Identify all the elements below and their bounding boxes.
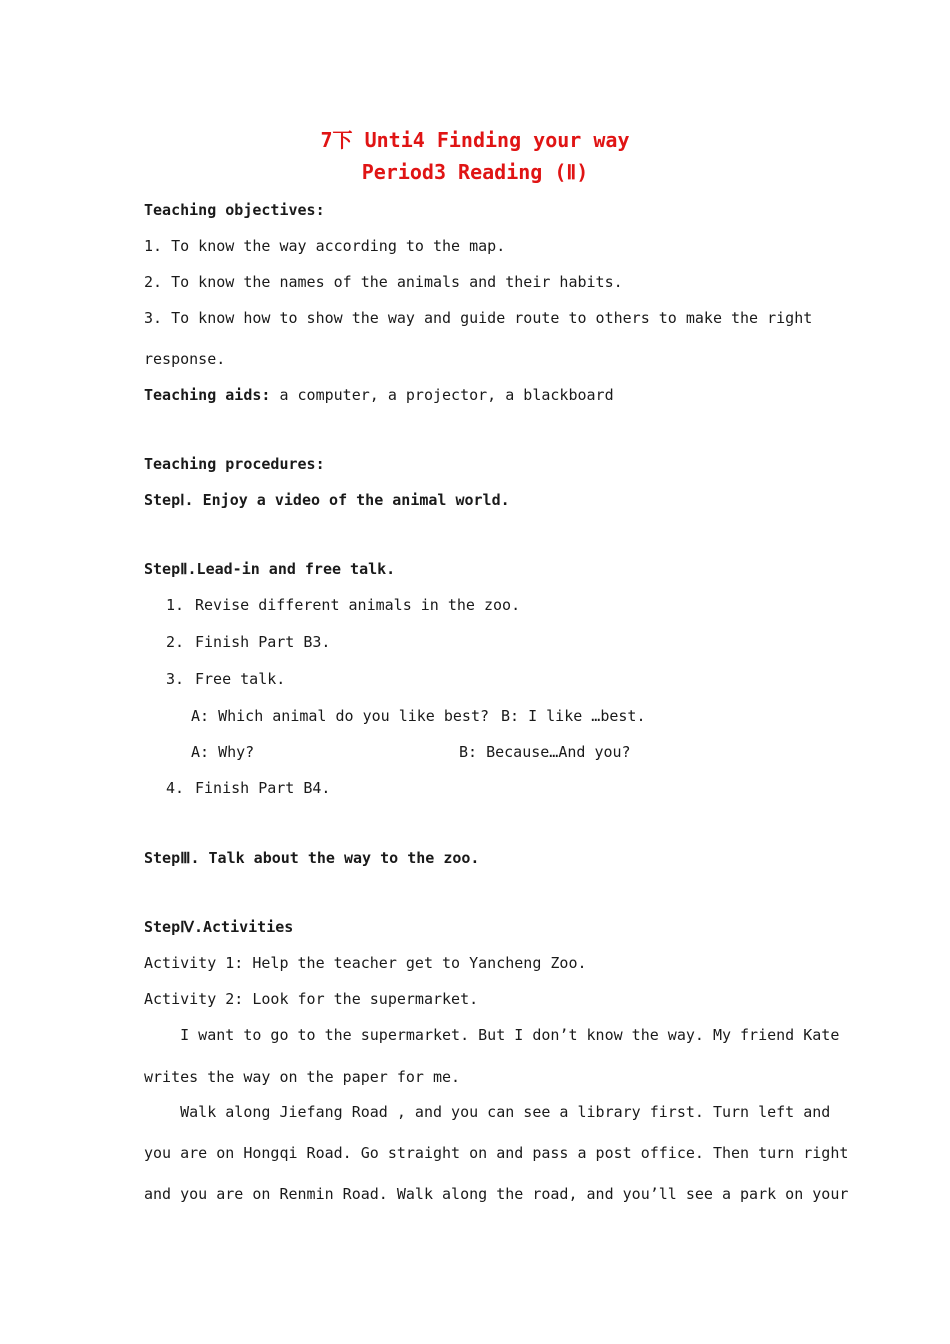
- teaching-aids-label: Teaching aids:: [144, 386, 271, 404]
- activity-2: Activity 2: Look for the supermarket.: [144, 990, 479, 1008]
- paragraph-line: Walk along Jiefang Road , and you can see a library first. Turn left and: [144, 1103, 831, 1121]
- paragraph-line: and you are on Renmin Road. Walk along the road, and you’ll see a park on your: [144, 1185, 849, 1203]
- dialogue-line-a: A: Why?: [191, 743, 255, 761]
- list-number: 1.: [166, 596, 185, 614]
- list-number: 3.: [166, 670, 185, 688]
- list-item: Finish Part B3.: [195, 633, 331, 651]
- list-item: Finish Part B4.: [195, 779, 331, 797]
- list-item: Revise different animals in the zoo.: [195, 596, 521, 614]
- dialogue-line-b: B: Because…And you?: [459, 743, 631, 761]
- teaching-aids: [144, 385, 614, 405]
- step-1-heading: StepⅠ. Enjoy a video of the animal world.: [144, 491, 510, 509]
- paragraph-line: you are on Hongqi Road. Go straight on and pass a post office. Then turn right: [144, 1144, 849, 1162]
- paragraph-line: writes the way on the paper for me.: [144, 1068, 461, 1086]
- dialogue-line-b: B: I like …best.: [501, 707, 646, 725]
- list-number: 4.: [166, 779, 185, 797]
- list-item: Free talk.: [195, 670, 286, 688]
- procedures-heading: Teaching procedures:: [144, 455, 325, 473]
- paragraph-line: I want to go to the supermarket. But I don’t know the way. My friend Kate: [144, 1026, 840, 1044]
- step-3-heading: StepⅢ. Talk about the way to the zoo.: [144, 849, 480, 867]
- objectives-heading: Teaching objectives:: [144, 201, 325, 219]
- objective-item: 2. To know the names of the animals and their habits.: [144, 273, 623, 291]
- document-subtitle: Period3 Reading (Ⅱ): [361, 160, 589, 184]
- document-title: 7下 Unti4 Finding your way: [320, 128, 630, 152]
- teaching-aids-text: a computer, a projector, a blackboard: [270, 386, 614, 404]
- dialogue-line-a: A: Which animal do you like best?: [191, 707, 490, 725]
- objective-item-continuation: response.: [144, 350, 226, 368]
- activity-1: Activity 1: Help the teacher get to Yancheng Zoo.: [144, 954, 587, 972]
- objective-item: 1. To know the way according to the map.: [144, 237, 506, 255]
- objective-item: 3. To know how to show the way and guide route to others to make the right: [144, 309, 813, 327]
- step-2-heading: StepⅡ.Lead-in and free talk.: [144, 560, 396, 578]
- list-number: 2.: [166, 633, 185, 651]
- step-4-heading: StepⅣ.Activities: [144, 918, 294, 936]
